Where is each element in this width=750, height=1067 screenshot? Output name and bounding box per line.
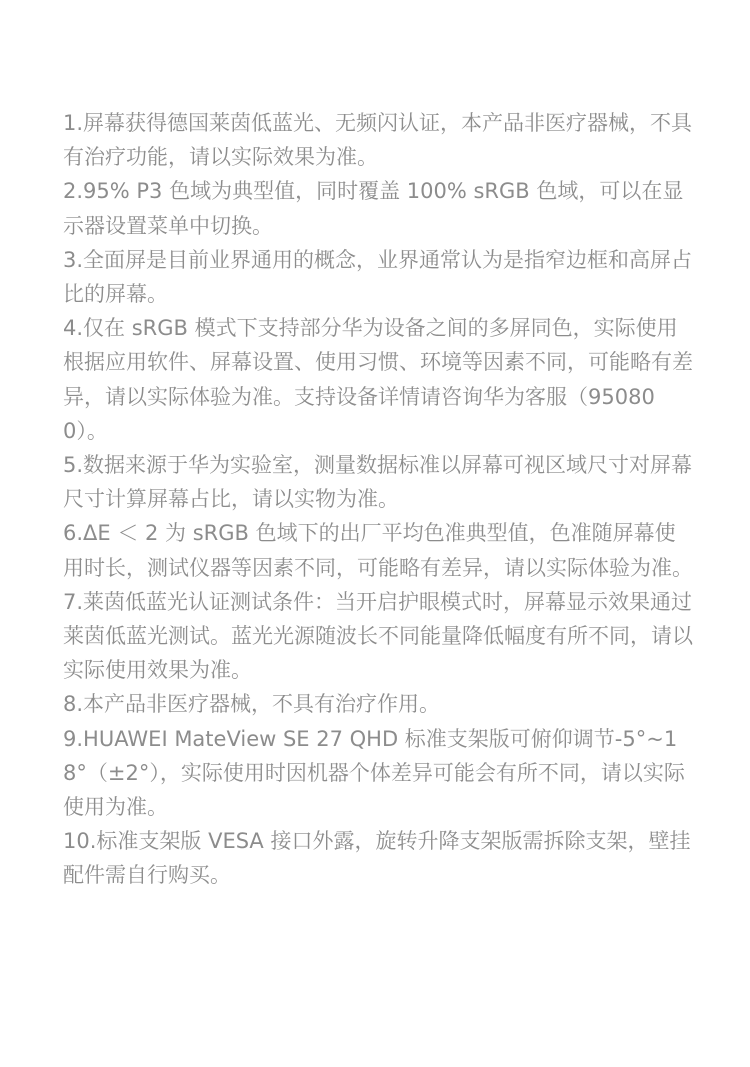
footnote-6: 6.ΔE ＜ 2 为 sRGB 色域下的出厂平均色准典型值，色准随屏幕使用时长，测试仪器等因素不同，可能略有差异，请以实际体验为准。 — [63, 521, 693, 580]
footnote-4: 4.仅在 sRGB 模式下支持部分华为设备之间的多屏同色，实际使用根据应用软件、屏幕设置、使用习惯、环境等因素不同，可能略有差异，请以实际体验为准。支持设备详情请咨询华为客服（950800）。 — [63, 316, 693, 443]
footnote-8: 8.本产品非医疗器械，不具有治疗作用。 — [63, 692, 441, 717]
footnote-9: 9.HUAWEI MateView SE 27 QHD 标准支架版可俯仰调节-5°~18°（±2°），实际使用时因机器个体差异可能会有所不同，请以实际使用为准。 — [63, 726, 685, 820]
footnote-7: 7.莱茵低蓝光认证测试条件：当开启护眼模式时，屏幕显示效果通过莱茵低蓝光测试。蓝光光源随波长不同能量降低幅度有所不同，请以实际使用效果为准。 — [63, 589, 693, 683]
footnote-5: 5.数据来源于华为实验室，测量数据标准以屏幕可视区域尺寸对屏幕尺寸计算屏幕占比，请以实物为准。 — [63, 453, 693, 512]
footnote-1: 1.屏幕获得德国莱茵低蓝光、无频闪认证，本产品非医疗器械，不具有治疗功能，请以实际效果为准。 — [63, 111, 693, 170]
footnote-2: 2.95% P3 色域为典型值，同时覆盖 100% sRGB 色域，可以在显示器设置菜单中切换。 — [63, 179, 684, 238]
footnotes-list — [63, 106, 693, 893]
footnote-10: 10.标准支架版 VESA 接口外露，旋转升降支架版需拆除支架，壁挂配件需自行购买。 — [63, 829, 691, 888]
footnote-3: 3.全面屏是目前业界通用的概念，业界通常认为是指窄边框和高屏占比的屏幕。 — [63, 247, 693, 307]
